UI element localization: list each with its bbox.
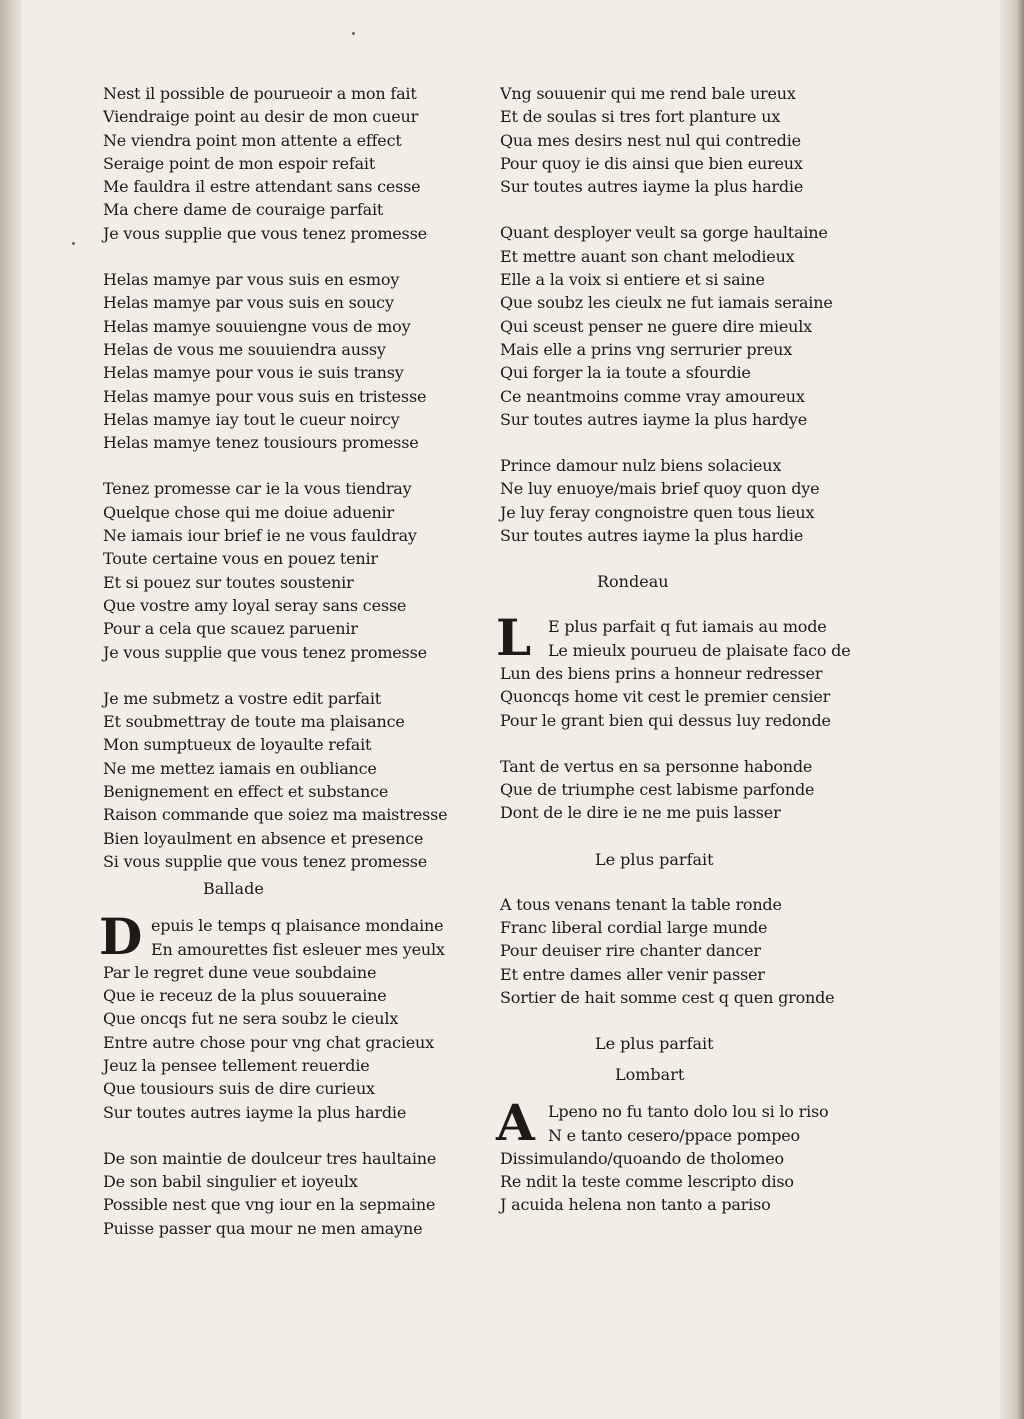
verse-line: epuis le temps q plaisance mondaine xyxy=(151,916,444,936)
verse-line: Entre autre chose pour vng chat gracieux xyxy=(103,1032,434,1052)
verse-line: Pour le grant bien qui dessus luy redonde xyxy=(500,710,831,730)
verse-line: Je luy feray congnoistre quen tous lieux xyxy=(500,502,815,522)
stanza xyxy=(103,477,478,663)
verse-line: Je vous supplie que vous tenez promesse xyxy=(103,642,427,662)
verse-line: Dissimulando/quoando de tholomeo xyxy=(500,1148,784,1168)
verse-line: E plus parfait q fut iamais au mode xyxy=(548,617,827,637)
rondeau-stanza xyxy=(496,608,880,731)
paper-speck xyxy=(72,242,75,245)
ballade-stanza xyxy=(99,907,478,1124)
verse-line: Que tousiours suis de dire curieux xyxy=(103,1079,375,1099)
stanza xyxy=(500,755,880,825)
verse-line: Seraige point de mon espoir refait xyxy=(103,153,376,173)
verse-line: Helas mamye pour vous ie suis transy xyxy=(103,363,404,383)
verse-line: Tant de vertus en sa personne habonde xyxy=(500,756,813,776)
verse-line: Sur toutes autres iayme la plus hardie xyxy=(500,526,804,546)
paper-speck xyxy=(352,32,355,35)
lombart-stanza xyxy=(496,1093,880,1216)
book-binding-right xyxy=(1000,0,1024,1419)
verse-line: Viendraige point au desir de mon cueur xyxy=(103,107,419,127)
drop-cap: A xyxy=(496,1093,535,1153)
verse-line: Lpeno no fu tanto dolo lou si lo riso xyxy=(548,1102,829,1122)
verse-line: Jeuz la pensee tellement reuerdie xyxy=(103,1055,370,1075)
verse-line: Tenez promesse car ie la vous tiendray xyxy=(103,479,412,499)
left-column xyxy=(99,82,478,1263)
stanza xyxy=(103,82,478,245)
verse-line: Et si pouez sur toutes soustenir xyxy=(103,572,354,592)
verse-line: J acuida helena non tanto a pariso xyxy=(500,1195,771,1215)
verse-line: Sur toutes autres iayme la plus hardye xyxy=(500,409,808,429)
stanza xyxy=(500,82,880,198)
verse-line: Ne luy enuoye/mais brief quoy quon dye xyxy=(500,479,820,499)
book-binding-left xyxy=(0,0,22,1419)
verse-line: Ne me mettez iamais en oubliance xyxy=(103,758,377,778)
stanza xyxy=(103,687,478,873)
stanza xyxy=(500,221,880,431)
right-column xyxy=(496,82,880,1240)
verse-line: Qua mes desirs nest nul qui contredie xyxy=(500,130,801,150)
verse-line: Helas mamye iay tout le cueur noircy xyxy=(103,409,400,429)
verse-line: Sortier de hait somme cest q quen gronde xyxy=(500,987,835,1007)
verse-line: Quoncqs home vit cest le premier censier xyxy=(500,687,831,707)
verse-line: Ne iamais iour brief ie ne vous fauldray xyxy=(103,526,417,546)
verse-line: Bien loyaulment en absence et presence xyxy=(103,828,424,848)
verse-line: De son babil singulier et ioyeulx xyxy=(103,1172,358,1192)
stanza xyxy=(500,454,880,547)
verse-line: Lun des biens prins a honneur redresser xyxy=(500,663,823,683)
verse-line: Et de soulas si tres fort planture ux xyxy=(500,107,781,127)
verse-line: Helas mamye souuiengne vous de moy xyxy=(103,316,411,336)
verse-line: Mais elle a prins vng serrurier preux xyxy=(500,339,793,359)
verse-line: Franc liberal cordial large munde xyxy=(500,918,768,938)
verse-line: Que soubz les cieulx ne fut iamais seraine xyxy=(500,293,833,313)
verse-line: Pour deuiser rire chanter dancer xyxy=(500,941,761,961)
verse-line: Toute certaine vous en pouez tenir xyxy=(103,549,378,569)
ballade-heading: Ballade xyxy=(203,879,264,899)
verse-line: Pour a cela que scauez paruenir xyxy=(103,619,358,639)
verse-line: A tous venans tenant la table ronde xyxy=(500,894,782,914)
verse-line: Helas mamye tenez tousiours promesse xyxy=(103,433,419,453)
verse-line: Et mettre auant son chant melodieux xyxy=(500,246,795,266)
stanza xyxy=(500,893,880,1009)
verse-line: En amourettes fist esleuer mes yeulx xyxy=(151,939,445,959)
verse-line: Helas mamye par vous suis en esmoy xyxy=(103,270,400,290)
verse-line: Mon sumptueux de loyaulte refait xyxy=(103,735,372,755)
verse-line: Pour quoy ie dis ainsi que bien eureux xyxy=(500,153,803,173)
verse-line: Ma chere dame de couraige parfait xyxy=(103,200,384,220)
rondeau-heading: Rondeau xyxy=(597,572,669,592)
verse-line: Prince damour nulz biens solacieux xyxy=(500,456,782,476)
verse-line: Que oncqs fut ne sera soubz le cieulx xyxy=(103,1009,399,1029)
lombart-heading: Lombart xyxy=(615,1065,685,1085)
verse-line: Benignement en effect et substance xyxy=(103,782,389,802)
verse-line: Raison commande que soiez ma maistresse xyxy=(103,805,448,825)
verse-line: Nest il possible de pourueoir a mon fait xyxy=(103,84,417,103)
verse-line: Vng souuenir qui me rend bale ureux xyxy=(500,84,796,103)
verse-line: Sur toutes autres iayme la plus hardie xyxy=(500,177,804,197)
verse-line: Qui forger la ia toute a sfourdie xyxy=(500,363,751,383)
verse-line: Que de triumphe cest labisme parfonde xyxy=(500,780,815,800)
verse-line: Re ndit la teste comme lescripto diso xyxy=(500,1172,794,1192)
verse-line: Ne viendra point mon attente a effect xyxy=(103,130,402,150)
verse-line: Quelque chose qui me doiue aduenir xyxy=(103,502,394,522)
stanza xyxy=(103,1147,478,1240)
verse-line: Et soubmettray de toute ma plaisance xyxy=(103,712,405,732)
verse-line: Je vous supplie que vous tenez promesse xyxy=(103,223,427,243)
verse-line: Que ie receuz de la plus souueraine xyxy=(103,986,387,1006)
verse-line: Ce neantmoins comme vray amoureux xyxy=(500,386,805,406)
refrain-heading: Le plus parfait xyxy=(595,849,714,869)
verse-line: Qui sceust penser ne guere dire mieulx xyxy=(500,316,812,336)
verse-line: Possible nest que vng iour en la sepmaine xyxy=(103,1195,436,1215)
verse-line: Helas de vous me souuiendra aussy xyxy=(103,339,386,359)
verse-line: Que vostre amy loyal seray sans cesse xyxy=(103,595,407,615)
verse-line: Me fauldra il estre attendant sans cesse xyxy=(103,177,421,197)
verse-line: Le mieulx pourueu de plaisate faco de xyxy=(548,640,851,660)
refrain-heading: Le plus parfait xyxy=(595,1034,714,1054)
verse-line: Je me submetz a vostre edit parfait xyxy=(103,688,381,708)
verse-line: Et entre dames aller venir passer xyxy=(500,964,765,984)
verse-line: Elle a la voix si entiere et si saine xyxy=(500,270,765,290)
verse-line: Quant desployer veult sa gorge haultaine xyxy=(500,223,828,243)
verse-line: Dont de le dire ie ne me puis lasser xyxy=(500,803,781,823)
verse-line: N e tanto cesero/ppace pompeo xyxy=(548,1125,800,1145)
verse-line: Par le regret dune veue soubdaine xyxy=(103,962,377,982)
drop-cap: D xyxy=(99,907,143,967)
stanza xyxy=(103,268,478,454)
verse-line: Helas mamye pour vous suis en tristesse xyxy=(103,386,427,406)
verse-line: Si vous supplie que vous tenez promesse xyxy=(103,851,428,871)
verse-line: Helas mamye par vous suis en soucy xyxy=(103,293,394,313)
drop-cap: L xyxy=(496,608,532,668)
verse-line: Puisse passer qua mour ne men amayne xyxy=(103,1218,423,1238)
verse-line: Sur toutes autres iayme la plus hardie xyxy=(103,1102,407,1122)
verse-line: De son maintie de doulceur tres haultaine xyxy=(103,1148,437,1168)
